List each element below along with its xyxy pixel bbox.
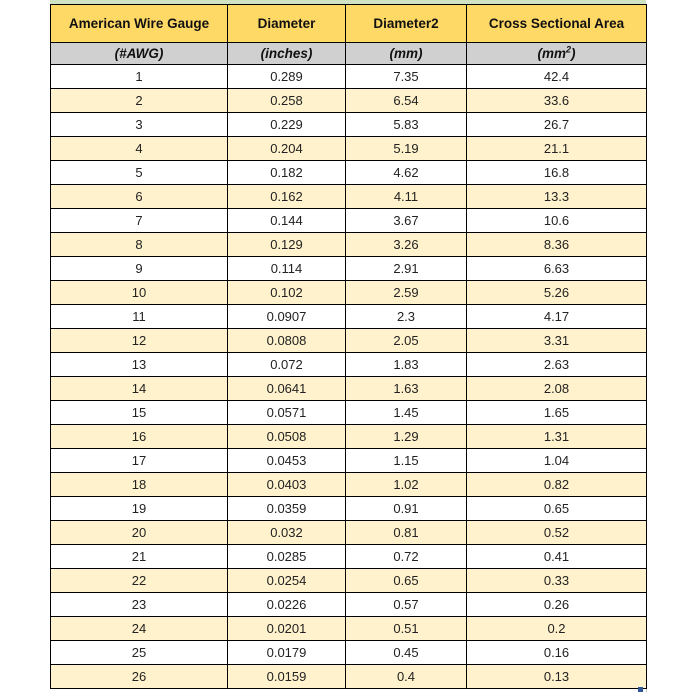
- awg-table: [50, 4, 647, 689]
- cell-gauge[interactable]: 6: [51, 185, 228, 209]
- table-row: [51, 617, 647, 641]
- table-row: [51, 161, 647, 185]
- table-row: [51, 329, 647, 353]
- cell-diameter-in[interactable]: 0.204: [228, 137, 346, 161]
- cell-diameter-in[interactable]: 0.0808: [228, 329, 346, 353]
- table-row: [51, 65, 647, 89]
- cell-gauge[interactable]: 21: [51, 545, 228, 569]
- cell-diameter-in[interactable]: 0.0508: [228, 425, 346, 449]
- table-row: [51, 545, 647, 569]
- cell-gauge[interactable]: 22: [51, 569, 228, 593]
- unit-area-close: ): [571, 46, 576, 61]
- cell-diameter-in[interactable]: 0.162: [228, 185, 346, 209]
- cell-area[interactable]: 0.16: [467, 641, 647, 665]
- cell-gauge[interactable]: 11: [51, 305, 228, 329]
- table-row: [51, 89, 647, 113]
- cell-gauge[interactable]: 10: [51, 281, 228, 305]
- cell-gauge[interactable]: 24: [51, 617, 228, 641]
- cell-diameter-mm[interactable]: 2.59: [346, 281, 467, 305]
- cell-diameter-in[interactable]: 0.102: [228, 281, 346, 305]
- cell-diameter-in[interactable]: 0.0403: [228, 473, 346, 497]
- cell-gauge[interactable]: 23: [51, 593, 228, 617]
- cell-diameter-in[interactable]: 0.129: [228, 233, 346, 257]
- header-cell-area[interactable]: Cross Sectional Area: [467, 5, 647, 43]
- cell-diameter-mm[interactable]: 6.54: [346, 89, 467, 113]
- cell-area[interactable]: 42.4: [467, 65, 647, 89]
- unit-row: [51, 43, 647, 65]
- cell-gauge[interactable]: 3: [51, 113, 228, 137]
- cell-diameter-in[interactable]: 0.114: [228, 257, 346, 281]
- table-row: [51, 497, 647, 521]
- cell-gauge[interactable]: 26: [51, 665, 228, 689]
- cell-area[interactable]: 21.1: [467, 137, 647, 161]
- table-row: [51, 569, 647, 593]
- unit-cell-area[interactable]: [467, 43, 647, 65]
- table-row: [51, 425, 647, 449]
- cell-area[interactable]: 8.36: [467, 233, 647, 257]
- cell-diameter-mm[interactable]: 1.29: [346, 425, 467, 449]
- cell-area[interactable]: 5.26: [467, 281, 647, 305]
- cell-diameter-in[interactable]: 0.0254: [228, 569, 346, 593]
- table-row: [51, 473, 647, 497]
- cell-gauge[interactable]: 4: [51, 137, 228, 161]
- table-row: [51, 401, 647, 425]
- table-row: [51, 137, 647, 161]
- cell-diameter-in[interactable]: 0.0159: [228, 665, 346, 689]
- cell-diameter-mm[interactable]: 5.83: [346, 113, 467, 137]
- cell-diameter-in[interactable]: 0.0359: [228, 497, 346, 521]
- cell-gauge[interactable]: 20: [51, 521, 228, 545]
- table-row: [51, 353, 647, 377]
- cell-diameter-in[interactable]: 0.289: [228, 65, 346, 89]
- cell-diameter-in[interactable]: 0.0201: [228, 617, 346, 641]
- cell-area[interactable]: 1.04: [467, 449, 647, 473]
- cell-area[interactable]: 1.65: [467, 401, 647, 425]
- cell-gauge[interactable]: 17: [51, 449, 228, 473]
- cell-area[interactable]: 2.08: [467, 377, 647, 401]
- cell-gauge[interactable]: 1: [51, 65, 228, 89]
- cell-gauge[interactable]: 19: [51, 497, 228, 521]
- unit-cell-diameter-mm[interactable]: (mm): [346, 43, 467, 65]
- cell-area[interactable]: 0.13: [467, 665, 647, 689]
- table-row: [51, 113, 647, 137]
- cell-diameter-mm[interactable]: 0.65: [346, 569, 467, 593]
- cell-diameter-mm[interactable]: 0.45: [346, 641, 467, 665]
- table-row: [51, 593, 647, 617]
- cell-area[interactable]: 4.17: [467, 305, 647, 329]
- cell-area[interactable]: 33.6: [467, 89, 647, 113]
- cell-gauge[interactable]: 14: [51, 377, 228, 401]
- cell-area[interactable]: 0.33: [467, 569, 647, 593]
- cell-diameter-mm[interactable]: 0.51: [346, 617, 467, 641]
- cell-diameter-mm[interactable]: 2.91: [346, 257, 467, 281]
- cell-gauge[interactable]: 15: [51, 401, 228, 425]
- cell-diameter-in[interactable]: 0.0179: [228, 641, 346, 665]
- cell-area[interactable]: 0.65: [467, 497, 647, 521]
- cell-gauge[interactable]: 5: [51, 161, 228, 185]
- table-row: [51, 521, 647, 545]
- cell-gauge[interactable]: 7: [51, 209, 228, 233]
- table-row: [51, 449, 647, 473]
- cell-gauge[interactable]: 18: [51, 473, 228, 497]
- cell-area[interactable]: 10.6: [467, 209, 647, 233]
- cell-gauge[interactable]: 16: [51, 425, 228, 449]
- header-row: [51, 5, 647, 43]
- cell-diameter-in[interactable]: 0.0571: [228, 401, 346, 425]
- unit-cell-diameter-in[interactable]: (inches): [228, 43, 346, 65]
- cell-area[interactable]: 0.26: [467, 593, 647, 617]
- cell-area[interactable]: 1.31: [467, 425, 647, 449]
- table-row: [51, 377, 647, 401]
- cell-area[interactable]: 13.3: [467, 185, 647, 209]
- unit-cell-gauge[interactable]: (#AWG): [51, 43, 228, 65]
- table-row: [51, 281, 647, 305]
- cell-area[interactable]: 0.41: [467, 545, 647, 569]
- cell-area[interactable]: 0.82: [467, 473, 647, 497]
- cell-diameter-mm[interactable]: 0.57: [346, 593, 467, 617]
- cell-diameter-in[interactable]: 0.144: [228, 209, 346, 233]
- cell-diameter-mm[interactable]: 2.3: [346, 305, 467, 329]
- table-row: [51, 209, 647, 233]
- cell-gauge[interactable]: 9: [51, 257, 228, 281]
- cell-diameter-mm[interactable]: 1.83: [346, 353, 467, 377]
- header-cell-gauge[interactable]: American Wire Gauge: [51, 5, 228, 43]
- table-row: [51, 665, 647, 689]
- cell-diameter-in[interactable]: 0.0285: [228, 545, 346, 569]
- table-row: [51, 305, 647, 329]
- cell-gauge[interactable]: 12: [51, 329, 228, 353]
- cell-diameter-in[interactable]: 0.0907: [228, 305, 346, 329]
- cell-diameter-in[interactable]: 0.182: [228, 161, 346, 185]
- cell-diameter-mm[interactable]: 1.02: [346, 473, 467, 497]
- cell-gauge[interactable]: 2: [51, 89, 228, 113]
- cell-diameter-in[interactable]: 0.0226: [228, 593, 346, 617]
- cell-diameter-mm[interactable]: 0.72: [346, 545, 467, 569]
- table-row: [51, 185, 647, 209]
- unit-area-exponent: 2: [566, 44, 572, 55]
- cell-area[interactable]: 16.8: [467, 161, 647, 185]
- cell-diameter-mm[interactable]: 4.11: [346, 185, 467, 209]
- cell-diameter-in[interactable]: 0.229: [228, 113, 346, 137]
- header-cell-diameter-in[interactable]: Diameter: [228, 5, 346, 43]
- cell-area[interactable]: 2.63: [467, 353, 647, 377]
- cell-diameter-in[interactable]: 0.032: [228, 521, 346, 545]
- table-row: [51, 257, 647, 281]
- cell-gauge[interactable]: 13: [51, 353, 228, 377]
- cell-diameter-mm[interactable]: 3.67: [346, 209, 467, 233]
- cell-diameter-in[interactable]: 0.258: [228, 89, 346, 113]
- cell-diameter-mm[interactable]: 1.45: [346, 401, 467, 425]
- cell-area[interactable]: 0.52: [467, 521, 647, 545]
- cell-diameter-mm[interactable]: 2.05: [346, 329, 467, 353]
- table-row: [51, 233, 647, 257]
- unit-area-base: (mm: [537, 46, 566, 61]
- cell-diameter-mm[interactable]: 7.35: [346, 65, 467, 89]
- cell-diameter-mm[interactable]: 0.4: [346, 665, 467, 689]
- cell-diameter-mm[interactable]: 3.26: [346, 233, 467, 257]
- cell-diameter-mm[interactable]: 5.19: [346, 137, 467, 161]
- cell-area[interactable]: 3.31: [467, 329, 647, 353]
- header-cell-diameter-mm[interactable]: Diameter2: [346, 5, 467, 43]
- cell-diameter-mm[interactable]: 1.15: [346, 449, 467, 473]
- cell-diameter-mm[interactable]: 0.81: [346, 521, 467, 545]
- cell-diameter-in[interactable]: 0.0641: [228, 377, 346, 401]
- cell-diameter-mm[interactable]: 0.91: [346, 497, 467, 521]
- cell-gauge[interactable]: 8: [51, 233, 228, 257]
- cell-diameter-in[interactable]: 0.0453: [228, 449, 346, 473]
- cell-area[interactable]: 6.63: [467, 257, 647, 281]
- table-row: [51, 641, 647, 665]
- cell-diameter-mm[interactable]: 1.63: [346, 377, 467, 401]
- cell-diameter-in[interactable]: 0.072: [228, 353, 346, 377]
- cell-gauge[interactable]: 25: [51, 641, 228, 665]
- cell-area[interactable]: 0.2: [467, 617, 647, 641]
- fill-handle[interactable]: [638, 687, 643, 692]
- cell-diameter-mm[interactable]: 4.62: [346, 161, 467, 185]
- cell-area[interactable]: 26.7: [467, 113, 647, 137]
